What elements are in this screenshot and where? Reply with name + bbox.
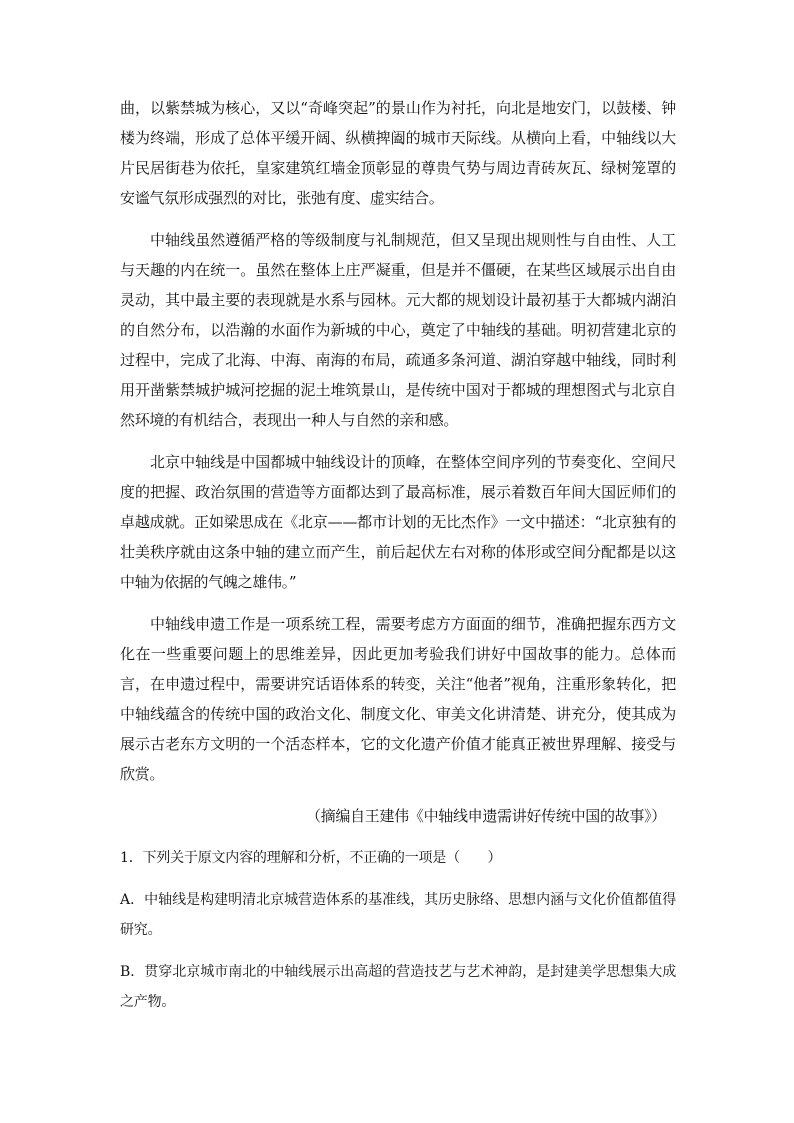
paragraph-gap (120, 789, 676, 801)
option-b: B．贯穿北京城市南北的中轴线展示出高超的营造技艺与艺术神韵，是封建美学思想集大成之产物。 (120, 964, 676, 1010)
paragraph-1: 曲，以紫禁城为核心，又以“奇峰突起”的景山作为衬托，向北是地安门，以鼓楼、钟楼为终端，形成了总体平缓开阔、纵横捭阖的城市天际线。从横向上看，中轴线以大片民居街巷为依托，皇家建筑红墙金顶彰显的尊贵气势与周边青砖灰瓦、绿树笼罩的安谧气氛形成强烈的对比，张弛有度、虚实结合。 (120, 99, 676, 207)
paragraph-gap (120, 213, 676, 225)
paragraph-gap (120, 597, 676, 609)
paragraph-2: 中轴线虽然遵循严格的等级制度与礼制规范，但又呈现出规则性与自由性、人工与天趣的内在统一。虽然在整体上庄严凝重，但是并不僵硬，在某些区域展示出自由灵动，其中最主要的表现就是水系与园林。元大都的规划设计最初基于大都城内湖泊的自然分布，以浩瀚的水面作为新城的中心，奠定了中轴线的基础。明初营建北京的过程中，完成了北海、中海、南海的布局，疏通多条河道、湖泊穿越中轴线，同时利用开凿紫禁城护城河挖掘的泥土堆筑景山，是传统中国对于都城的理想图式与北京自然环境的有机结合，表现出一种人与自然的亲和感。 (120, 231, 676, 429)
source-citation: （摘编自王建伟《中轴线申遗需讲好传统中国的故事》） (305, 807, 666, 825)
paragraph-gap (120, 873, 676, 885)
question-stem: 1．下列关于原文内容的理解和分析，不正确的一项是（ ） (120, 850, 502, 866)
paragraph-3: 北京中轴线是中国都城中轴线设计的顶峰，在整体空间序列的节奏变化、空间尺度的把握、政治氛围的营造等方面都达到了最高标准，展示着数百年间大国匠师们的卓越成就。正如梁思成在《北京——都市计划的无比杰作》一文中描述：“北京独有的壮美秩序就由这条中轴的建立而产生，前后起伏左右对称的体形或空间分配都是以这中轴为依据的气魄之雄伟。” (120, 453, 676, 591)
paragraph-gap (120, 435, 676, 447)
paragraph-4: 中轴线申遗工作是一项系统工程，需要考虑方方面面的细节，准确把握东西方文化在一些重要问题上的思维差异，因此更加考验我们讲好中国故事的能力。总体而言，在申遗过程中，需要讲究话语体系的转变，关注“他者”视角，注重形象转化，把中轴线蕴含的传统中国的政治文化、制度文化、审美文化讲清楚、讲充分，使其成为展示古老东方文明的一个活态样本，它的文化遗产价值才能真正被世界理解、接受与欣赏。 (120, 615, 676, 783)
option-a: A．中轴线是构建明清北京城营造体系的基准线，其历史脉络、思想内涵与文化价值都值得研究。 (120, 892, 676, 938)
paragraph-gap (120, 945, 676, 957)
document-page (120, 93, 676, 1017)
paragraph-gap (120, 831, 676, 843)
